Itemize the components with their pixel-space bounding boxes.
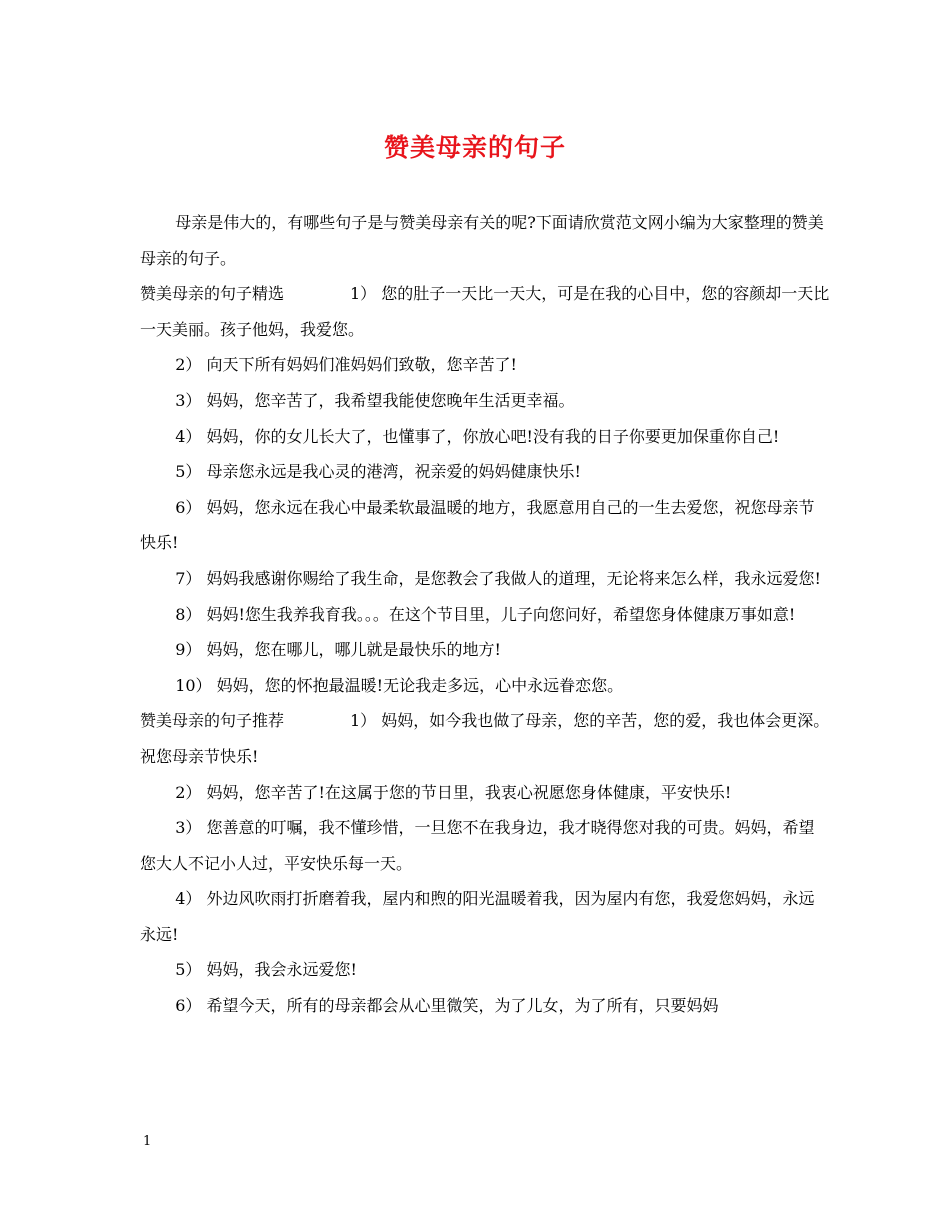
section1-item-6: 6） 妈妈，您永远在我心中最柔软最温暖的地方，我愿意用自己的一生去爱您，祝您母亲节快乐! bbox=[140, 497, 815, 553]
section1-item-9: 9） 妈妈，您在哪儿，哪儿就是最快乐的地方! bbox=[175, 640, 501, 660]
section1-item-5: 5） 母亲您永远是我心灵的港湾，祝亲爱的妈妈健康快乐! bbox=[175, 462, 581, 482]
section1-heading: 赞美母亲的句子精选 bbox=[140, 284, 285, 304]
document-title: 赞美母亲的句子 bbox=[383, 133, 566, 162]
intro-paragraph: 母亲是伟大的，有哪些句子是与赞美母亲有关的呢?下面请欣赏范文网小编为大家整理的赞美母亲的句子。 bbox=[140, 213, 824, 268]
section1-item-2: 2） 向天下所有妈妈们准妈妈们致敬，您辛苦了! bbox=[175, 355, 517, 375]
section1-item-1: 1） 您的肚子一天比一天大，可是在我的心目中，您的容颜却一天比一天美丽。孩子他妈，我爱您。 bbox=[140, 284, 830, 339]
section1-item-4: 4） 妈妈，你的女儿长大了，也懂事了，你放心吧!没有我的日子你要更加保重你自己! bbox=[175, 426, 780, 446]
section2-item-4: 4） 外边风吹雨打折磨着我，屋内和煦的阳光温暖着我，因为屋内有您，我爱您妈妈，永远永远! bbox=[140, 889, 815, 944]
section2-item-5: 5） 妈妈，我会永远爱您! bbox=[175, 960, 357, 980]
section1-item-7: 7） 妈妈我感谢你赐给了我生命，是您教会了我做人的道理，无论将来怎么样，我永远爱您! bbox=[175, 568, 821, 588]
page-number: 1 bbox=[143, 1134, 152, 1149]
document-body bbox=[140, 205, 830, 1024]
section2-item-2: 2） 妈妈，您辛苦了!在这属于您的节日里，我衷心祝愿您身体健康，平安快乐! bbox=[175, 782, 732, 802]
section2-first-paragraph bbox=[140, 703, 830, 774]
section2-heading: 赞美母亲的句子推荐 bbox=[140, 711, 285, 731]
section2-item-1: 1） 妈妈，如今我也做了母亲，您的辛苦，您的爱，我也体会更深。祝您母亲节快乐! bbox=[140, 711, 830, 766]
section2-item-6: 6） 希望今天，所有的母亲都会从心里微笑，为了儿女，为了所有，只要妈妈 bbox=[175, 996, 719, 1016]
section1-item-8: 8） 妈妈!您生我养我育我。。。在这个节目里，儿子向您问好，希望您身体健康万事如意! bbox=[175, 604, 796, 624]
section1-first-paragraph bbox=[140, 276, 830, 347]
section1-item-3: 3） 妈妈，您辛苦了，我希望我能使您晚年生活更幸福。 bbox=[175, 390, 575, 410]
section2-item-3: 3） 您善意的叮嘱，我不懂珍惜，一旦您不在我身边，我才晓得您对我的可贵。妈妈，希望您大人不记小人过，平安快乐每一天。 bbox=[140, 818, 815, 873]
section1-item-10: 10） 妈妈，您的怀抱最温暖!无论我走多远，心中永远眷恋您。 bbox=[175, 675, 624, 695]
